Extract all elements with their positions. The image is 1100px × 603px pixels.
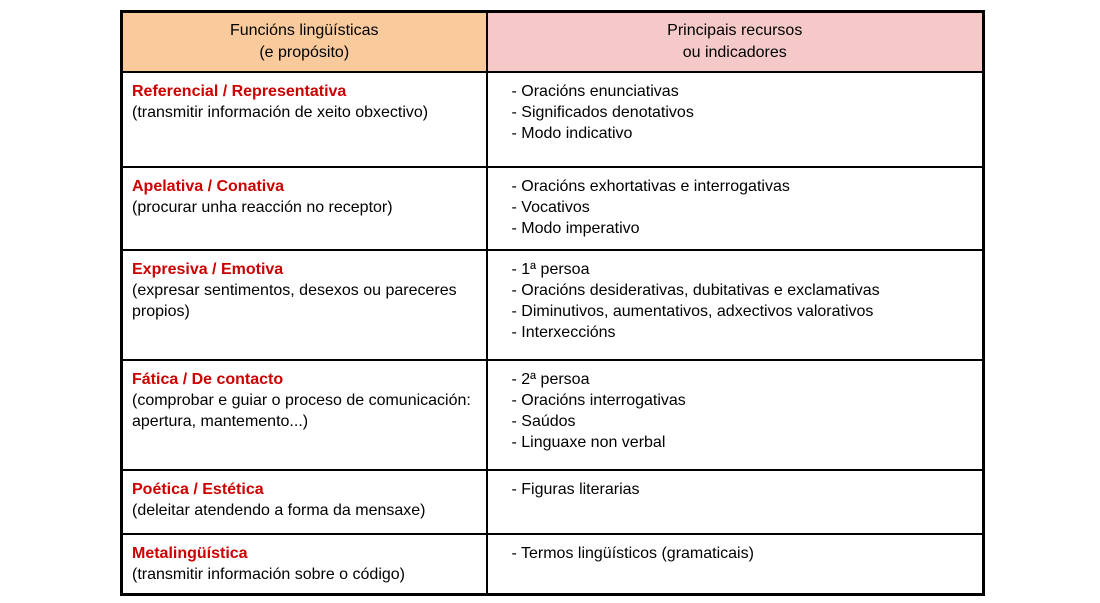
header-resources-line1: Principais recursos xyxy=(667,21,803,39)
table-row xyxy=(122,534,984,595)
resource-item: - Termos lingüísticos (gramaticais) xyxy=(511,544,754,562)
resource-item: - Oracións exhortativas e interrogativas xyxy=(511,177,790,195)
function-purpose: (expresar sentimentos, desexos ou pareceres propios) xyxy=(132,281,457,320)
header-functions xyxy=(122,12,487,72)
function-name: Fática / De contacto xyxy=(132,370,284,388)
table-row xyxy=(122,167,984,250)
resource-item: - Figuras literarias xyxy=(511,480,640,498)
table-row xyxy=(122,72,984,167)
resources-cell xyxy=(487,167,984,250)
resource-item: - Oracións desiderativas, dubitativas e exclamativas xyxy=(511,281,880,299)
resource-item: - Oracións interrogativas xyxy=(511,391,686,409)
function-cell xyxy=(122,360,487,470)
table-row xyxy=(122,360,984,470)
function-purpose: (transmitir información sobre o código) xyxy=(132,565,405,583)
resource-item: - Modo imperativo xyxy=(511,219,640,237)
resource-item: - Significados denotativos xyxy=(511,103,694,121)
resource-item: - Vocativos xyxy=(511,198,590,216)
resource-item: - Diminutivos, aumentativos, adxectivos valorativos xyxy=(511,302,874,320)
resource-item: - Modo indicativo xyxy=(511,124,633,142)
resources-cell xyxy=(487,72,984,167)
header-resources xyxy=(487,12,984,72)
resources-cell xyxy=(487,360,984,470)
table-row xyxy=(122,470,984,534)
resource-item: - 2ª persoa xyxy=(511,370,590,388)
function-name: Metalingüística xyxy=(132,544,248,562)
function-cell xyxy=(122,72,487,167)
function-name: Expresiva / Emotiva xyxy=(132,260,284,278)
function-purpose: (procurar unha reacción no receptor) xyxy=(132,198,393,216)
function-name: Poética / Estética xyxy=(132,480,264,498)
function-purpose: (comprobar e guiar o proceso de comunicación: apertura, mantemento...) xyxy=(132,391,471,430)
resources-cell xyxy=(487,250,984,360)
function-cell xyxy=(122,167,487,250)
resources-cell xyxy=(487,470,984,534)
function-cell xyxy=(122,534,487,595)
header-functions-line2: (e propósito) xyxy=(259,43,350,61)
function-cell xyxy=(122,470,487,534)
resource-item: - Saúdos xyxy=(511,412,576,430)
header-resources-line2: ou indicadores xyxy=(682,43,787,61)
function-name: Apelativa / Conativa xyxy=(132,177,285,195)
resource-item: - Linguaxe non verbal xyxy=(511,433,666,451)
linguistic-functions-table xyxy=(120,10,985,596)
resource-item: - Interxeccións xyxy=(511,323,616,341)
header-functions-line1: Funcións lingüísticas xyxy=(229,21,379,39)
table-row xyxy=(122,250,984,360)
function-purpose: (deleitar atendendo a forma da mensaxe) xyxy=(132,501,426,519)
function-purpose: (transmitir información de xeito obxectivo) xyxy=(132,103,429,121)
header-row xyxy=(122,12,984,72)
function-cell xyxy=(122,250,487,360)
function-name: Referencial / Representativa xyxy=(132,82,347,100)
resource-item: - 1ª persoa xyxy=(511,260,590,278)
resources-cell xyxy=(487,534,984,595)
resource-item: - Oracións enunciativas xyxy=(511,82,679,100)
